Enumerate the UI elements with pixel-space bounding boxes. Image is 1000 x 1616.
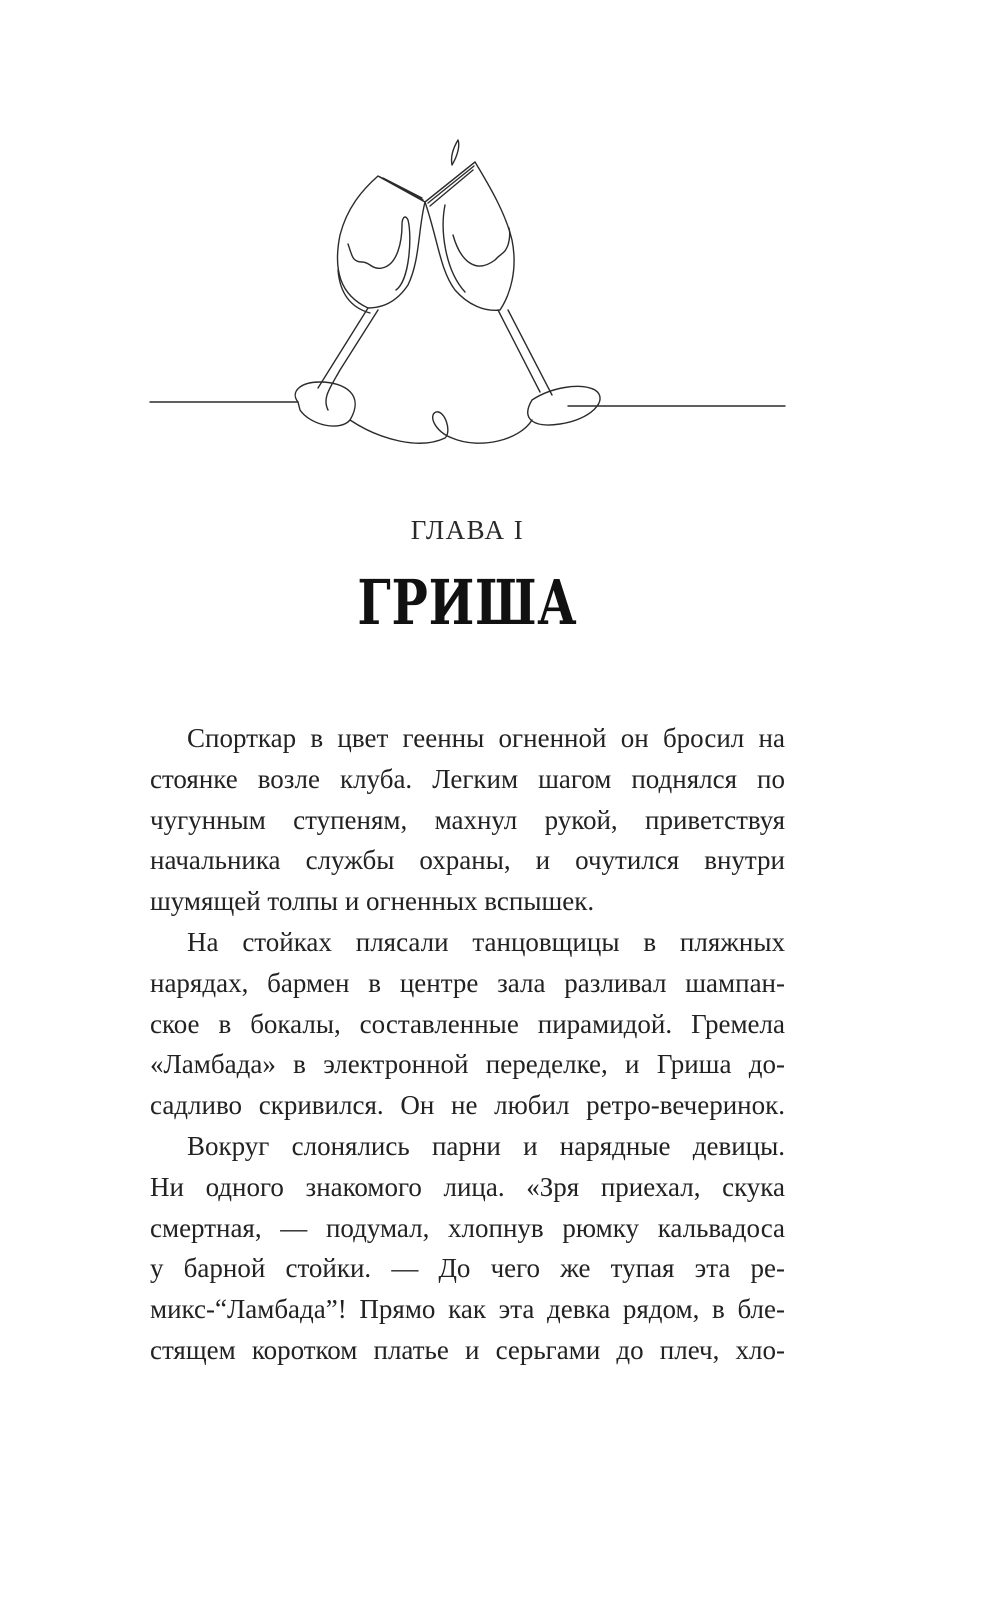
- text-line: Спорткар в цвет геенны огненной он бросил на: [187, 723, 785, 753]
- text-line: шумящей толпы и огненных вспышек.: [150, 886, 595, 917]
- text-line: смертная, — подумал, хлопнув рюмку кальвадоса: [150, 1212, 785, 1243]
- text-line: у барной стойки. — До чего же тупая эта ре-: [150, 1253, 785, 1284]
- text-line: садливо скривился. Он не любил ретро-вечеринок.: [150, 1090, 785, 1121]
- text-line: стящем коротком платье и серьгами до плеч, хло-: [150, 1334, 785, 1365]
- paragraph: [150, 718, 785, 922]
- text-line: стоянке возле клуба. Легким шагом поднялся по: [150, 763, 785, 794]
- text-line: Ни одного знакомого лица. «Зря приехал, скука: [150, 1171, 785, 1202]
- text-line: чугунным ступеням, махнул рукой, приветствуя: [150, 804, 785, 835]
- text-line: нарядах, бармен в центре зала разливал шампан-: [150, 967, 785, 998]
- paragraph: [150, 1126, 785, 1371]
- text-line: ское в бокалы, составленные пирамидой. Гремела: [150, 1008, 785, 1039]
- chapter-title: ГРИША: [357, 566, 578, 639]
- text-line: Вокруг слонялись парни и нарядные девицы.: [187, 1130, 785, 1161]
- wine-glasses-illustration: [140, 120, 800, 450]
- text-line: начальника службы охраны, и очутился внутри: [150, 845, 785, 876]
- clinking-wine-glasses-icon: [140, 120, 800, 450]
- chapter-body-text: [150, 718, 785, 1371]
- text-line: «Ламбада» в электронной переделке, и Гриша до-: [150, 1049, 785, 1080]
- chapter-number: ГЛАВА I: [410, 515, 525, 545]
- text-line: На стойках плясали танцовщицы в пляжных: [187, 926, 785, 957]
- paragraph: [150, 922, 785, 1126]
- text-line: микс-“Ламбада”! Прямо как эта девка рядом, в бле-: [150, 1294, 785, 1325]
